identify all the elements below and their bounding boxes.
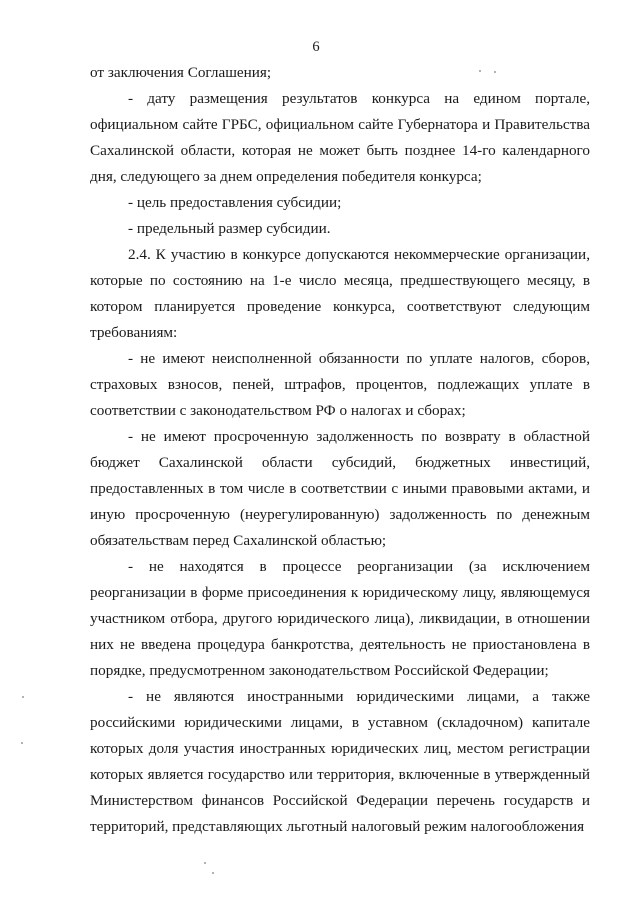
scan-speck xyxy=(212,872,214,874)
scan-speck xyxy=(204,862,206,864)
paragraph-requirement-reorganization: - не находятся в процессе реорганизации (за исключением реорганизации в форме присоединения к юридическому лицу, являющемуся участником отбора, другого юридического лица), ликвидации, в отношении них не введена процедура банкротства, деятельность не приостановлена в порядке, предусмотренном законодательством Российской Федерации; xyxy=(90,558,590,679)
paragraph-publication-date: - дату размещения результатов конкурса на едином портале, официальном сайте ГРБС, официальном сайте Губернатора и Правительства Сахалинской области, которая не может быть позднее 14-го календарного дня, следующего за днем определения победителя конкурса; xyxy=(90,90,590,185)
paragraph-requirement-foreign-entities: - не являются иностранными юридическими лицами, а также российскими юридическими лицами, в уставном (складочном) капитале которых доля участия иностранных юридических лиц, местом регистрации которых является государство или территория, включенные в утвержденный Министерством финансов Российской Федерации перечень государств и территорий, представляющих льготный налоговый режим налогообложения xyxy=(90,688,590,835)
document-body xyxy=(90,60,590,840)
scan-speck xyxy=(494,71,496,73)
page-number: 6 xyxy=(312,39,320,55)
paragraph-subsidy-limit: - предельный размер субсидии. xyxy=(128,220,331,237)
scan-speck xyxy=(479,70,481,72)
paragraph-continuation: от заключения Соглашения; xyxy=(90,64,272,81)
paragraph-subsidy-purpose: - цель предоставления субсидии; xyxy=(128,194,342,211)
paragraph-section-2-4: 2.4. К участию в конкурсе допускаются некоммерческие организации, которые по состоянию на 1-е число месяца, предшествующего месяцу, в котором планируется проведение конкурса, соответствуют следующим требованиям: xyxy=(90,246,590,341)
scan-speck xyxy=(22,696,24,698)
scan-speck xyxy=(21,742,23,744)
paragraph-requirement-taxes: - не имеют неисполненной обязанности по уплате налогов, сборов, страховых взносов, пеней, штрафов, процентов, подлежащих уплате в соответствии с законодательством РФ о налогах и сборах; xyxy=(90,350,590,419)
paragraph-requirement-debt: - не имеют просроченную задолженность по возврату в областной бюджет Сахалинской области субсидий, бюджетных инвестиций, предоставленных в том числе в соответствии с иными правовыми актами, и иную просроченную (неурегулированную) задолженность по денежным обязательствам перед Сахалинской областью; xyxy=(90,428,590,549)
